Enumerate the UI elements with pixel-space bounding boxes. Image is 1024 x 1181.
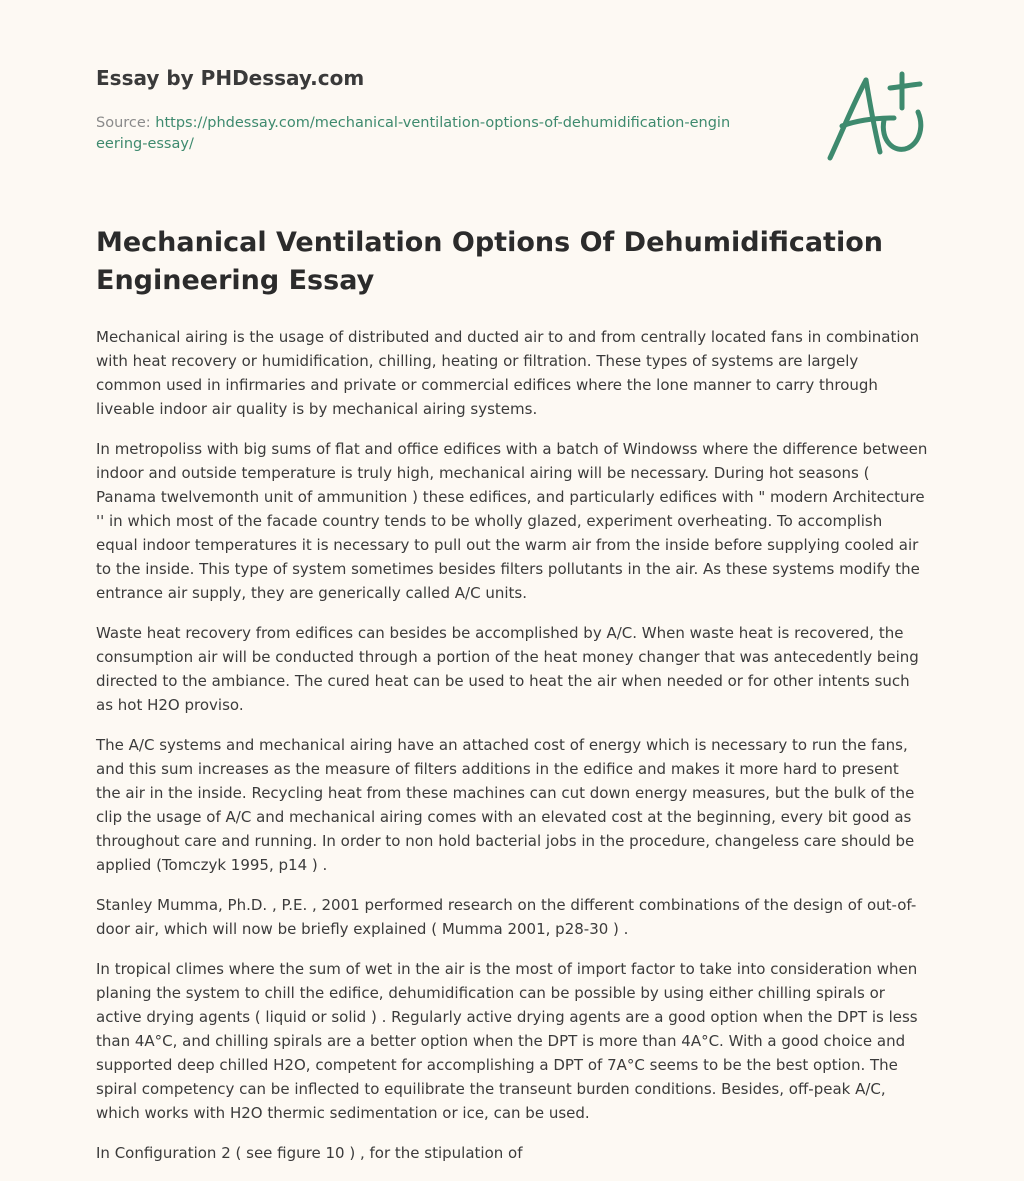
paragraph: In Configuration 2 ( see figure 10 ) , for the stipulation of [96, 1144, 523, 1162]
essay-body [96, 325, 928, 1181]
a-plus-logo-icon [824, 68, 930, 164]
site-brand: Essay by PHDessay.com [96, 66, 365, 90]
paragraph: Mechanical airing is the usage of distributed and ducted air to and from centrally located fans in combination with heat recovery or humidification, chilling, heating or filtration. These types of systems are largely common used in infirmaries and private or commercial edifices where the lone manner to carry through liveable indoor air quality is by mechanical airing systems. [96, 328, 920, 418]
source-link[interactable]: https://phdessay.com/mechanical-ventilation-options-of-dehumidification-engineering-essay/ [96, 115, 731, 152]
paragraph: Stanley Mumma, Ph.D. , P.E. , 2001 performed research on the different combinations of the design of out-of-door air, which will now be briefly explained ( Mumma 2001, p28-30 ) . [96, 896, 917, 938]
source-label: Source: [96, 115, 151, 131]
paragraph: In tropical climes where the sum of wet in the air is the most of import factor to take into consideration when planing the system to chill the edifice, dehumidification can be possible by using either chilling spirals or active drying agents ( liquid or solid ) . Regularly active drying agents are a good option when the DPT is less than 4A°C, and chilling spirals are a better option when the DPT is more than 4A°C. With a good choice and supported deep chilled H2O, competent for accomplishing a DPT of 7A°C seems to be the best option. The spiral competency can be inflected to equilibrate the transeunt burden conditions. Besides, off-peak A/C, which works with H2O thermic sedimentation or ice, can be used. [96, 960, 918, 1122]
source-line [96, 113, 736, 155]
paragraph: In metropoliss with big sums of flat and office edifices with a batch of Windowss where the difference between indoor and outside temperature is truly high, mechanical airing will be necessary. During hot seasons ( Panama twelvemonth unit of ammunition ) these edifices, and particularly edifices with " modern Architecture '' in which most of the facade country tends to be wholly glazed, experiment overheating. To accomplish equal indoor temperatures it is necessary to pull out the warm air from the inside before supplying cooled air to the inside. This type of system sometimes besides filters pollutants in the air. As these systems modify the entrance air supply, they are generically called A/C units. [96, 440, 928, 602]
paragraph: The A/C systems and mechanical airing have an attached cost of energy which is necessary to run the fans, and this sum increases as the measure of filters additions in the edifice and makes it more hard to present the air in the inside. Recycling heat from these machines can cut down energy measures, but the bulk of the clip the usage of A/C and mechanical airing comes with an elevated cost at the beginning, every bit good as throughout care and running. In order to non hold bacterial jobs in the procedure, changeless care should be applied (Tomczyk 1995, p14 ) . [96, 736, 915, 874]
essay-title: Mechanical Ventilation Options Of Dehumidification Engineering Essay [96, 227, 883, 296]
paragraph: Waste heat recovery from edifices can besides be accomplished by A/C. When waste heat is recovered, the consumption air will be conducted through a portion of the heat money changer that was antecedently being directed to the ambiance. The cured heat can be used to heat the air when needed or for other intents such as hot H2O proviso. [96, 624, 919, 714]
